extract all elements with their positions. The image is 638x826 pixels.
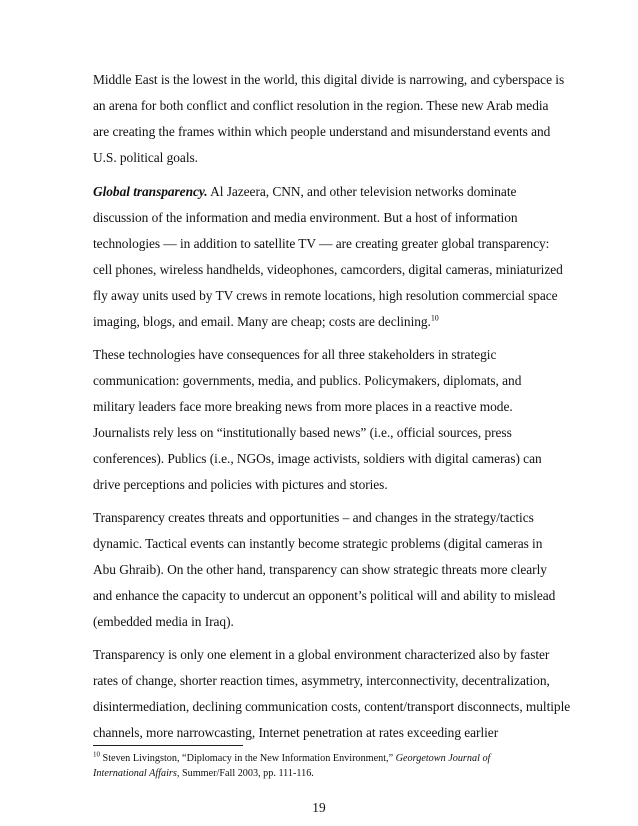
para1-line4: U.S. political goals.: [93, 150, 198, 165]
para5-line3: disintermediation, declining communication costs, content/transport disconnects, multiple: [93, 699, 571, 714]
page-number: 19: [312, 800, 326, 815]
para2-line1-text: Al Jazeera, CNN, and other television networks dominate: [207, 184, 517, 199]
para3-line3: military leaders face more breaking news from more places in a reactive mode.: [93, 399, 513, 414]
para3-line5: conferences). Publics (i.e., NGOs, image activists, soldiers with digital cameras) can: [93, 451, 542, 466]
para1-line2: an arena for both conflict and conflict resolution in the region. These new Arab media: [93, 98, 549, 113]
para4-line1: Transparency creates threats and opportunities – and changes in the strategy/tactics: [93, 510, 534, 525]
footnote-reference: 10: [430, 313, 439, 323]
footnote-citation-text: Steven Livingston, “Diplomacy in the New Information Environment,”: [100, 753, 396, 764]
para4-line5: (embedded media in Iraq).: [93, 614, 234, 629]
para3-line2: communication: governments, media, and publics. Policymakers, diplomats, and: [93, 373, 522, 388]
para3-line4: Journalists rely less on “institutionally based news” (i.e., official sources, press: [93, 425, 512, 440]
para1-line3: are creating the frames within which people understand and misunderstand events and: [93, 124, 551, 139]
para4-line2: dynamic. Tactical events can instantly become strategic problems (digital cameras in: [93, 536, 543, 551]
footnote-number: 10: [93, 750, 100, 759]
para2-line6-text: imaging, blogs, and email. Many are cheap; costs are declining.: [93, 314, 431, 329]
para2-line4: cell phones, wireless handhelds, videophones, camcorders, digital cameras, miniaturized: [93, 262, 563, 277]
para2-line1: [93, 184, 516, 200]
para2-line5: fly away units used by TV crews in remote locations, high resolution commercial space: [93, 288, 558, 303]
footnote-line2: [93, 767, 314, 780]
para4-line4: and enhance the capacity to undercut an opponent’s political will and ability to mislead: [93, 588, 556, 603]
section-heading-global-transparency: Global transparency.: [93, 184, 208, 199]
footnote-separator: [93, 745, 243, 746]
para3-line1: These technologies have consequences for all three stakeholders in strategic: [93, 347, 497, 362]
para4-line3: Abu Ghraib). On the other hand, transparency can show strategic threats more clearly: [93, 562, 547, 577]
para3-line6: drive perceptions and policies with pictures and stories.: [93, 477, 388, 492]
footnote-citation-details: Summer/Fall 2003, pp. 111-116.: [179, 768, 314, 779]
para2-line6: [93, 314, 439, 330]
para5-line2: rates of change, shorter reaction times, asymmetry, interconnectivity, decentralization,: [93, 673, 550, 688]
footnote-line1: [93, 752, 490, 765]
para5-line1: Transparency is only one element in a global environment characterized also by faster: [93, 647, 550, 662]
footnote-journal-title-cont: International Affairs,: [93, 768, 180, 779]
para2-line2: discussion of the information and media environment. But a host of information: [93, 210, 518, 225]
para2-line3: technologies — in addition to satellite TV — are creating greater global transparency:: [93, 236, 550, 251]
para5-line4: channels, more narrowcasting, Internet penetration at rates exceeding earlier: [93, 725, 499, 740]
para1-line1: Middle East is the lowest in the world, this digital divide is narrowing, and cyberspace is: [93, 72, 565, 87]
footnote-journal-title: Georgetown Journal of: [395, 753, 491, 764]
